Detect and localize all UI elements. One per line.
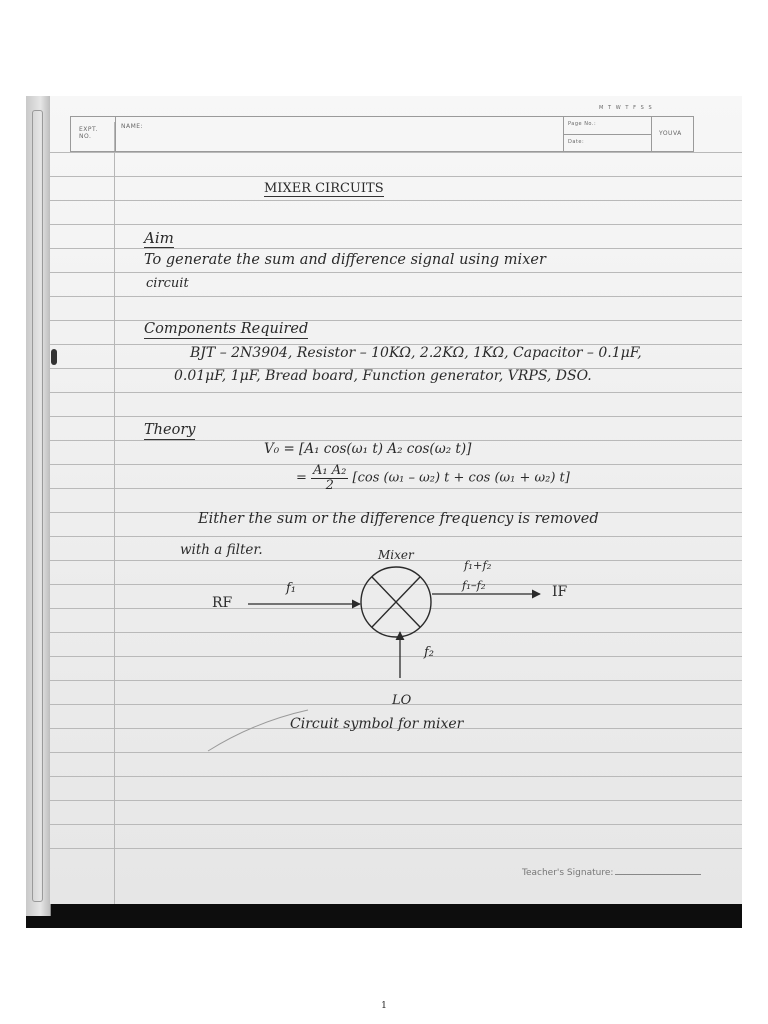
mixer-label: Mixer bbox=[378, 548, 414, 562]
f1-label: f₁ bbox=[286, 581, 297, 596]
theory-text-line-1: Either the sum or the difference frequency is removed bbox=[198, 511, 599, 527]
page-number: 1 bbox=[381, 1001, 387, 1011]
theory-equation-1: V₀ = [A₁ cos(ω₁ t) A₂ cos(ω₂ t)] bbox=[264, 441, 472, 457]
binder-mark bbox=[51, 349, 57, 365]
theory-heading: Theory bbox=[144, 422, 196, 438]
date-label: Date: bbox=[568, 139, 585, 145]
expt-no-label: EXPT. NO. bbox=[79, 126, 98, 140]
previous-page-edge bbox=[26, 96, 51, 916]
aim-text-line-2: circuit bbox=[146, 276, 189, 291]
aim-text-line-1: To generate the sum and difference signal using mixer bbox=[144, 252, 546, 268]
signature-line bbox=[615, 874, 701, 875]
equation-equals: = bbox=[296, 470, 307, 486]
rf-label: RF bbox=[212, 595, 233, 611]
diagram-caption: Circuit symbol for mixer bbox=[290, 716, 464, 732]
fraction-denominator: 2 bbox=[325, 477, 334, 493]
lo-label: LO bbox=[392, 693, 412, 708]
if-label: IF bbox=[552, 584, 568, 600]
mixer-diagram bbox=[50, 96, 742, 904]
fraction-numerator: A₁ A₂ bbox=[313, 463, 347, 478]
components-heading: Components Required bbox=[144, 321, 309, 337]
weekday-row: M T W T F S S bbox=[599, 105, 653, 111]
aim-heading: Aim bbox=[144, 229, 174, 247]
equation-terms: [cos (ω₁ – ω₂) t + cos (ω₁ + ω₂) t] bbox=[352, 470, 570, 486]
brand-label: YOUVA bbox=[659, 130, 682, 137]
teacher-signature bbox=[522, 868, 701, 878]
notebook-page bbox=[50, 96, 742, 904]
page-title: MIXER CIRCUITS bbox=[264, 181, 384, 196]
components-line-1: BJT – 2N3904, Resistor – 10KΩ, 2.2KΩ, 1KΩ, Capacitor – 0.1μF, bbox=[190, 345, 642, 361]
notebook-photo bbox=[26, 96, 742, 928]
teacher-signature-label: Teacher's Signature: bbox=[522, 868, 614, 878]
name-label: NAME: bbox=[121, 123, 144, 130]
theory-text-line-2: with a filter. bbox=[180, 542, 263, 558]
components-line-2: 0.01μF, 1μF, Bread board, Function generator, VRPS, DSO. bbox=[174, 368, 592, 384]
f2-label: f₂ bbox=[424, 645, 435, 660]
difference-frequency-label: f₁–f₂ bbox=[462, 578, 486, 592]
sum-frequency-label: f₁+f₂ bbox=[464, 558, 492, 572]
page-no-label: Page No.: bbox=[568, 121, 597, 127]
